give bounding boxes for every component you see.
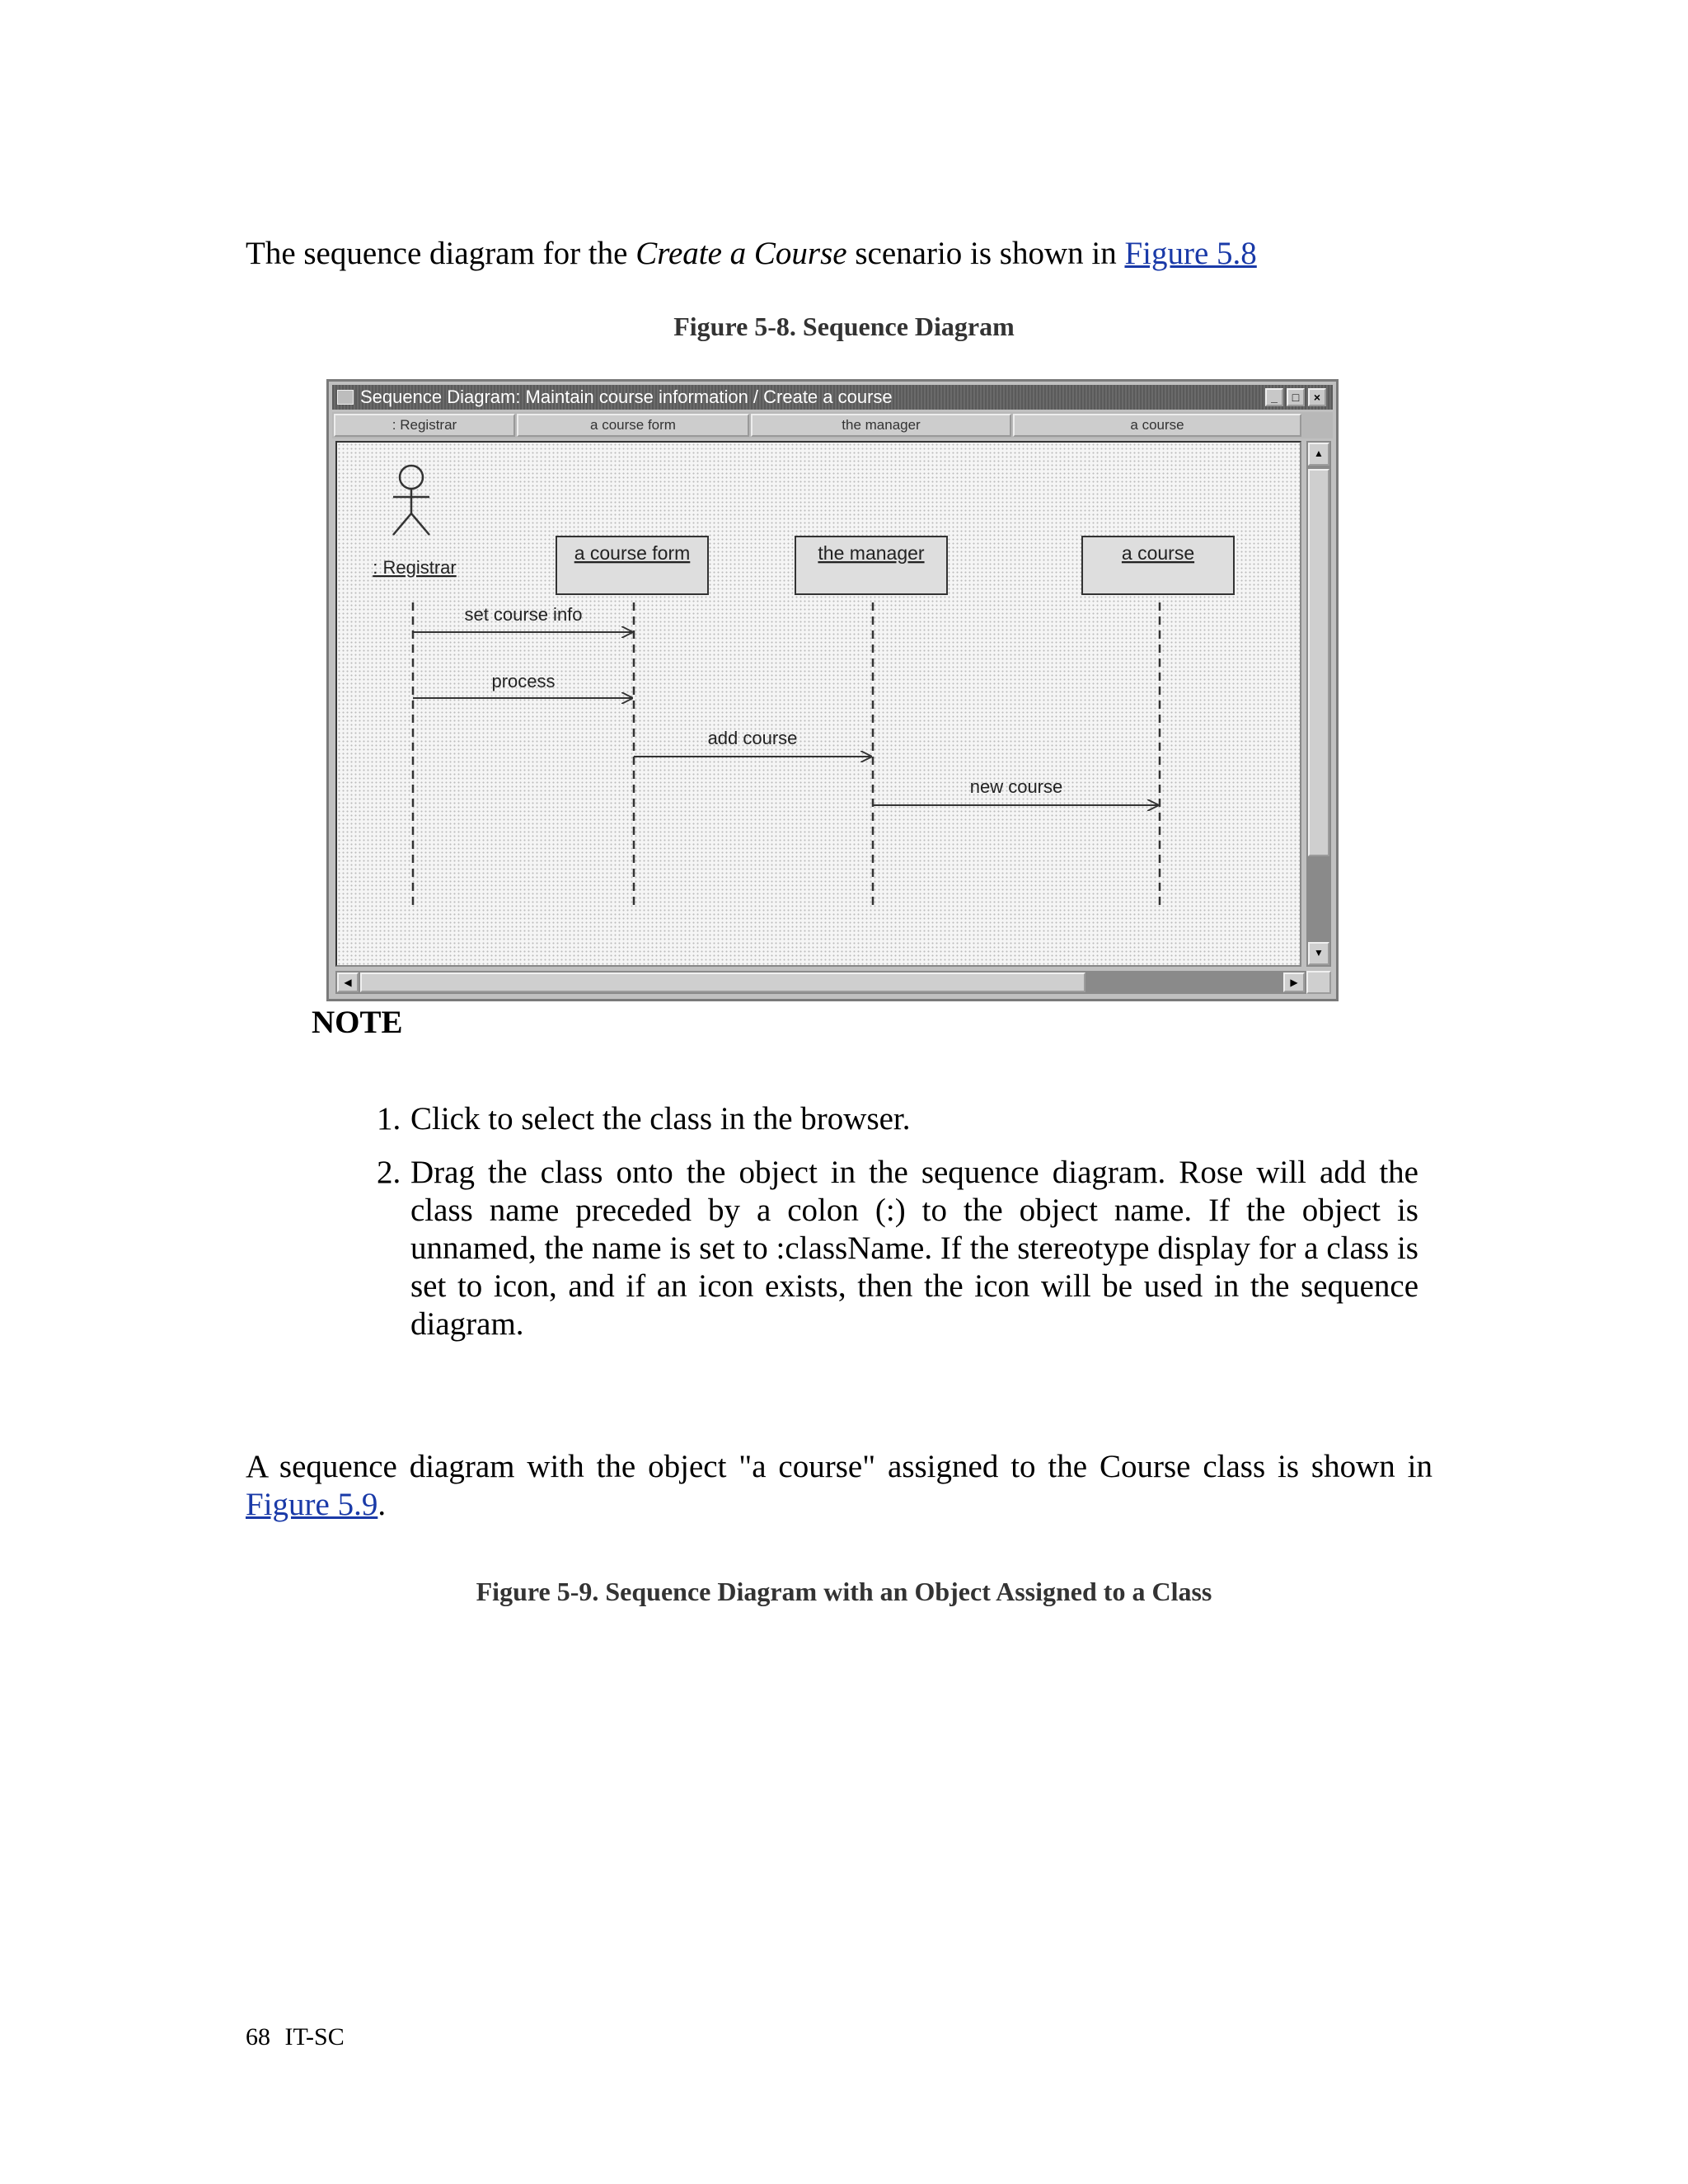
intro-text: The sequence diagram for the — [246, 236, 636, 271]
scenario-name: Create a Course — [635, 236, 847, 271]
figure-5-8-link[interactable]: Figure 5.8 — [1124, 236, 1257, 271]
second-paragraph-text: A sequence diagram with the object "a course" assigned to the Course class is shown in — [246, 1449, 1432, 1484]
intro-paragraph — [246, 235, 1432, 273]
scroll-right-icon[interactable]: ▶ — [1283, 972, 1305, 992]
footer-text: IT-SC — [284, 2023, 345, 2050]
list-item: 2. Drag the class onto the object in the sequence diagram. Rose will add the class name preceded by a colon (:) to the object name. If the object is unnamed, the name is set to :className. If the stereotype display for a class is set to icon, and if an icon exists, then the icon will be used in the sequence diagram. — [409, 1154, 1418, 1343]
close-icon[interactable]: × — [1308, 388, 1326, 406]
note-heading: NOTE — [312, 1005, 403, 1040]
diagram-window-icon — [337, 390, 354, 405]
object-header-bar — [332, 412, 1333, 438]
diagram-canvas[interactable] — [335, 441, 1301, 967]
message-add-course: add course — [707, 728, 798, 748]
actor-label: : Registrar — [373, 557, 457, 578]
hand-grip-icon[interactable] — [1306, 971, 1331, 994]
figure-5-9-caption: Figure 5-9. Sequence Diagram with an Object Assigned to a Class — [476, 1577, 1212, 1606]
scroll-left-icon[interactable]: ◀ — [337, 972, 359, 992]
figure-5-8-caption: Figure 5-8. Sequence Diagram — [673, 312, 1015, 341]
message-process: process — [491, 671, 556, 691]
window-title: Sequence Diagram: Maintain course information / Create a course — [360, 387, 893, 407]
second-paragraph-end: . — [377, 1487, 387, 1522]
sequence-diagram-window — [326, 379, 1339, 1001]
scroll-up-icon[interactable]: ▲ — [1308, 443, 1329, 466]
object-manager-label: the manager — [818, 542, 925, 564]
page-number: 68 — [246, 2023, 270, 2050]
vertical-scroll-thumb[interactable] — [1308, 469, 1329, 856]
intro-text-2: scenario is shown in — [846, 236, 1125, 271]
object-course-form-label: a course form — [574, 542, 691, 564]
message-new-course: new course — [969, 776, 1063, 797]
header-course[interactable]: a course — [1013, 414, 1301, 437]
minimize-icon[interactable]: _ — [1265, 388, 1283, 406]
object-course-label: a course — [1121, 542, 1195, 564]
figure-5-9-link[interactable]: Figure 5.9 — [246, 1487, 378, 1522]
actor-icon[interactable] — [393, 466, 429, 535]
window-titlebar[interactable] — [332, 385, 1333, 410]
header-manager[interactable]: the manager — [751, 414, 1011, 437]
maximize-icon[interactable]: □ — [1287, 388, 1305, 406]
message-set-course-info: set course info — [464, 604, 583, 625]
horizontal-scrollbar[interactable] — [335, 971, 1306, 994]
sequence-diagram — [337, 443, 1300, 965]
scroll-down-icon[interactable]: ▼ — [1308, 942, 1329, 965]
page-footer — [246, 2023, 345, 2051]
note-steps — [354, 1100, 1418, 1359]
header-course-form[interactable]: a course form — [517, 414, 749, 437]
list-item: 1. Click to select the class in the browser. — [409, 1100, 1418, 1138]
second-paragraph — [246, 1448, 1432, 1524]
horizontal-scroll-thumb[interactable] — [360, 972, 1085, 992]
vertical-scrollbar[interactable] — [1306, 441, 1331, 967]
header-registrar[interactable]: : Registrar — [334, 414, 515, 437]
